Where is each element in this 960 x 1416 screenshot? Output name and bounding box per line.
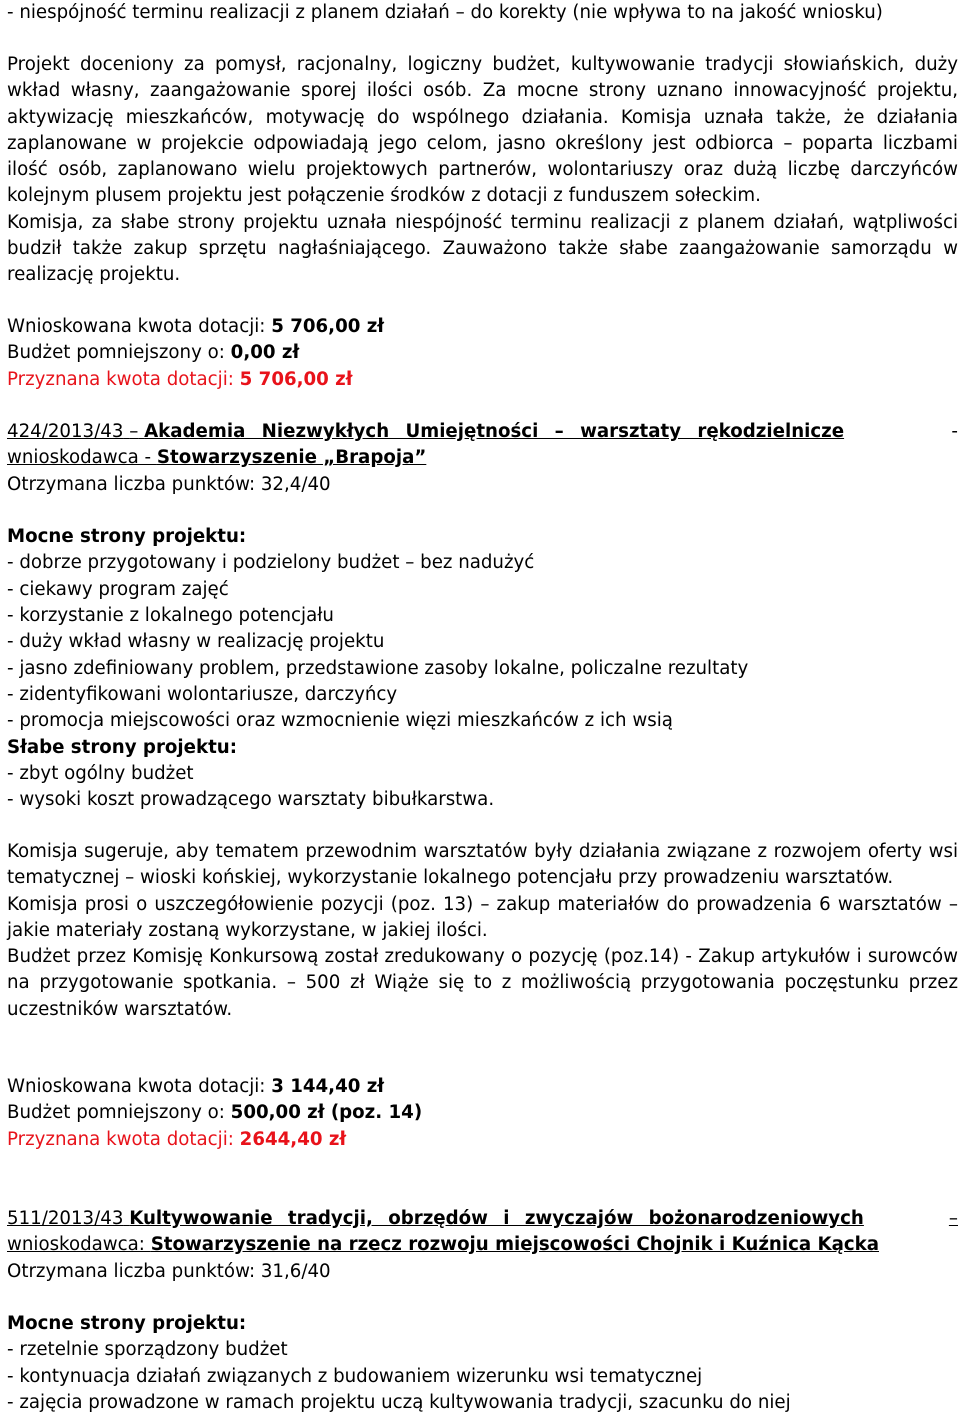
project2-strengths-heading: Mocne strony projektu: xyxy=(7,526,247,548)
weakness-text-1: Komisja, za słabe strony projektu uznała niespójność terminu realizacji z planem działań, wątpliwości budził także zakup sprzętu nagłaśniającego. xyxy=(7,211,958,260)
project3-heading xyxy=(7,1206,958,1232)
granted-amount xyxy=(7,367,384,393)
list-item: - promocja miejscowości oraz wzmocnienie więzi mieszkańców z ich wsią xyxy=(7,710,673,732)
budget-reduction xyxy=(7,1100,422,1126)
project2-applicant-name: Stowarzyszenie „Brapoja” xyxy=(156,447,427,469)
project2-amounts xyxy=(7,1074,422,1153)
requested-amount-label: Wnioskowana kwota dotacji: xyxy=(7,316,272,337)
project3-points: Otrzymana liczba punktów: 31,6/40 xyxy=(7,1260,331,1282)
project2-heading xyxy=(7,419,958,445)
list-item: - ciekawy program zajęć xyxy=(7,578,229,600)
requested-amount-value: 3 144,40 zł xyxy=(271,1076,385,1097)
budget-reduction-label: Budżet pomniejszony o: xyxy=(7,342,231,364)
project1-evaluation xyxy=(7,52,958,289)
project2-applicant xyxy=(7,445,958,471)
granted-amount xyxy=(7,1127,422,1153)
weakness-paragraph xyxy=(7,210,958,289)
project2-section xyxy=(7,419,958,813)
project2-comments xyxy=(7,839,958,1023)
list-item: - jasno zdefiniowany problem, przedstawione zasoby lokalne, policzalne rezultaty xyxy=(7,657,749,679)
evaluation-text-2: Komisja uznała także, że działania zaplanowane w projekcie odpowiadają jego celom, jasno określony jest odbiorca – poparta liczbami ilość osób, zaplanowano wielu projektowych partnerów, wolontariuszy oraz dużą liczbę darczyńców kolejnym plusem projektu jest połączenie środków z dotacji z funduszem sołeckim. xyxy=(7,106,958,207)
project2-title: Akademia Niezwykłych Umiejętności – warsztaty rękodzielnicze xyxy=(144,421,845,442)
comment-paragraph: Komisja sugeruje, aby tematem przewodnim warsztatów były działania związane z rozwojem oferty wsi tematycznej – wioski końskiej, wykorzystanie lokalnego potencjału przy prowadzeniu warsztatów. xyxy=(7,841,958,889)
budget-reduction-label: Budżet pomniejszony o: xyxy=(7,1102,231,1124)
list-item: - korzystanie z lokalnego potencjału xyxy=(7,605,334,627)
project2-dash: – xyxy=(129,421,139,442)
project2-trailing-dash: - xyxy=(951,421,958,442)
project2-points: Otrzymana liczba punktów: 32,4/40 xyxy=(7,473,331,495)
requested-amount-value: 5 706,00 zł xyxy=(271,316,385,337)
project2-weaknesses-heading: Słabe strony projektu: xyxy=(7,736,237,758)
list-item: - zidentyfikowani wolontariusze, darczyńcy xyxy=(7,683,398,705)
project3-applicant xyxy=(7,1232,958,1258)
list-item: - wysoki koszt prowadzącego warsztaty bibułkarstwa. xyxy=(7,789,495,811)
top-note: - niespójność terminu realizacji z planem działań – do korekty (nie wpływa to na jakość wniosku) xyxy=(7,2,883,23)
budget-reduction-value: 0,00 zł xyxy=(230,342,300,364)
project2-number: 424/2013/43 xyxy=(7,421,124,442)
list-item: - zbyt ogólny budżet xyxy=(7,762,194,784)
granted-amount-label: Przyznana kwota dotacji: xyxy=(7,368,240,390)
project1-amounts xyxy=(7,314,384,393)
project3-section xyxy=(7,1206,958,1416)
list-item: - duży wkład własny w realizację projektu xyxy=(7,631,385,653)
list-item: - zajęcia prowadzone w ramach projektu uczą kultywowania tradycji, szacunku do niej xyxy=(7,1392,791,1414)
budget-reduction xyxy=(7,340,384,366)
requested-amount xyxy=(7,314,384,340)
list-item: - rzetelnie sporządzony budżet xyxy=(7,1339,288,1361)
project3-title: Kultywowanie tradycji, obrzędów i zwyczajów bożonarodzeniowych xyxy=(129,1208,864,1229)
comment-paragraph: Komisja prosi o uszczegółowienie pozycji (poz. 13) – zakup materiałów do prowadzenia 6 warsztatów – jakie materiały zostaną wykorzystane, w jakiej ilości. xyxy=(7,893,958,941)
requested-amount xyxy=(7,1074,422,1100)
list-item: - kontynuacja działań związanych z budowaniem wizerunku wsi tematycznej xyxy=(7,1365,703,1387)
project3-strengths-heading: Mocne strony projektu: xyxy=(7,1313,247,1335)
list-item: - dobrze przygotowany i podzielony budżet – bez nadużyć xyxy=(7,552,535,574)
comment-paragraph: Budżet przez Komisję Konkursową został zredukowany o pozycję (poz.14) - Zakup artykułów i surowców na przygotowanie spotkania. – 500 zł Wiąże się to z możliwością przygotowania poczęstunku przez uczestników warsztatów. xyxy=(7,946,958,1020)
granted-amount-value: 5 706,00 zł xyxy=(239,368,353,390)
requested-amount-label: Wnioskowana kwota dotacji: xyxy=(7,1076,272,1097)
granted-amount-label: Przyznana kwota dotacji: xyxy=(7,1128,240,1150)
project3-applicant-name: Stowarzyszenie na rzecz rozwoju miejscowości Chojnik i Kuźnica Kącka xyxy=(150,1234,879,1256)
evaluation-text-1: Projekt doceniony za pomysł, racjonalny, logiczny budżet, kultywowanie tradycji słowiańskich, duży wkład własny, zaangażowanie sporej ilości osób. Za mocne strony uznano innowacyjność projektu, aktywizację mieszkańców, motywację do wspólnego działania. xyxy=(7,54,958,128)
project3-applicant-label: wnioskodawca: xyxy=(7,1234,151,1256)
evaluation-paragraph xyxy=(7,52,958,210)
project3-dash: – xyxy=(948,1208,958,1229)
granted-amount-value: 2644,40 zł xyxy=(239,1128,347,1150)
budget-reduction-value: 500,00 zł (poz. 14) xyxy=(230,1102,423,1124)
weakness-text-2: Zauważono także słabe zaangażowanie samorządu w realizację projektu. xyxy=(7,238,958,286)
project3-number: 511/2013/43 xyxy=(7,1208,124,1229)
project2-applicant-label: wnioskodawca - xyxy=(7,447,157,469)
